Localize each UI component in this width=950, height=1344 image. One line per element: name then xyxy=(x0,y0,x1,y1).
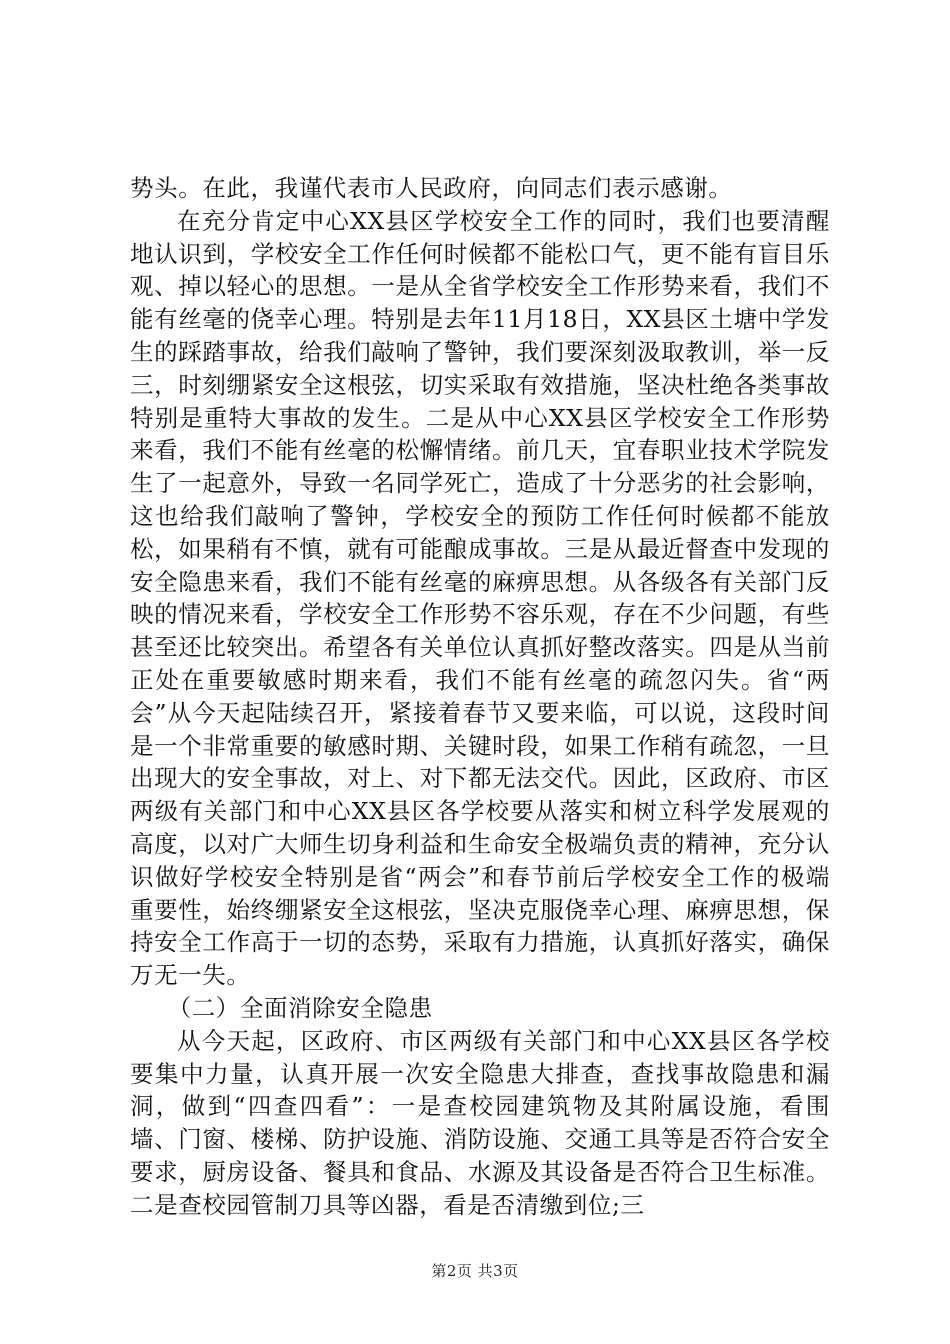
paragraph-continuation: 势头。在此，我谨代表市人民政府，向同志们表示感谢。 xyxy=(130,174,733,202)
section-heading: （二）全面消除安全隐患 xyxy=(167,993,433,1022)
page-footer: 第2页 共3页 xyxy=(431,1262,519,1280)
paragraph-hazard-inspection: 从今天起，区政府、市区两级有关部门和中心XX县区各学校要集中力量，认真开展一次安全隐患大排查，查找事故隐患和漏洞，做到“四查四看”：一是查校园建筑物及其附属设施，看围墙、门窗、楼梯、防护设施、消防设施、交通工具等是否符合安全要求，厨房设备、餐具和食品、水源及其设备是否符合卫生标准。二是查校园管制刀具等凶器，看是否清缴到位;三 xyxy=(130,1026,830,1219)
paragraph-school-safety-awareness: 在充分肯定中心XX县区学校安全工作的同时，我们也要清醒地认识到，学校安全工作任何时候都不能松口气，更不能有盲目乐观、掉以轻心的思想。一是从全省学校安全工作形势来看，我们不能有丝毫的侥幸心理。特别是去年11月18日，XX县区土塘中学发生的踩踏事故，给我们敲响了警钟，我们要深刻汲取教训，举一反三，时刻绷紧安全这根弦，切实采取有效措施，坚决杜绝各类事故特别是重特大事故的发生。二是从中心XX县区学校安全工作形势来看，我们不能有丝毫的松懈情绪。前几天，宜春职业技术学院发生了一起意外，导致一名同学死亡，造成了十分恶劣的社会影响，这也给我们敲响了警钟，学校安全的预防工作任何时候都不能放松，如果稍有不慎，就有可能酿成事故。三是从最近督查中发现的安全隐患来看，我们不能有丝毫的麻痹思想。从各级各有关部门反映的情况来看，学校安全工作形势不容乐观，存在不少问题，有些甚至还比较突出。希望各有关单位认真抓好整改落实。四是从当前正处在重要敏感时期来看，我们不能有丝毫的疏忽闪失。省“两会”从今天起陆续召开，紧接着春节又要来临，可以说，这段时间是一个非常重要的敏感时期、关键时段，如果工作稍有疏忽，一旦出现大的安全事故，对上、对下都无法交代。因此，区政府、市区两级有关部门和中心XX县区各学校要从落实和树立科学发展观的高度，以对广大师生切身利益和生命安全极端负责的精神，充分认识做好学校安全特别是省“两会”和春节前后学校安全工作的极端重要性，始终绷紧安全这根弦，坚决克服侥幸心理、麻痹思想，保持安全工作高于一切的态势，采取有力措施，认真抓好落实，确保万无一失。 xyxy=(130,206,830,990)
document-body xyxy=(130,172,830,1222)
